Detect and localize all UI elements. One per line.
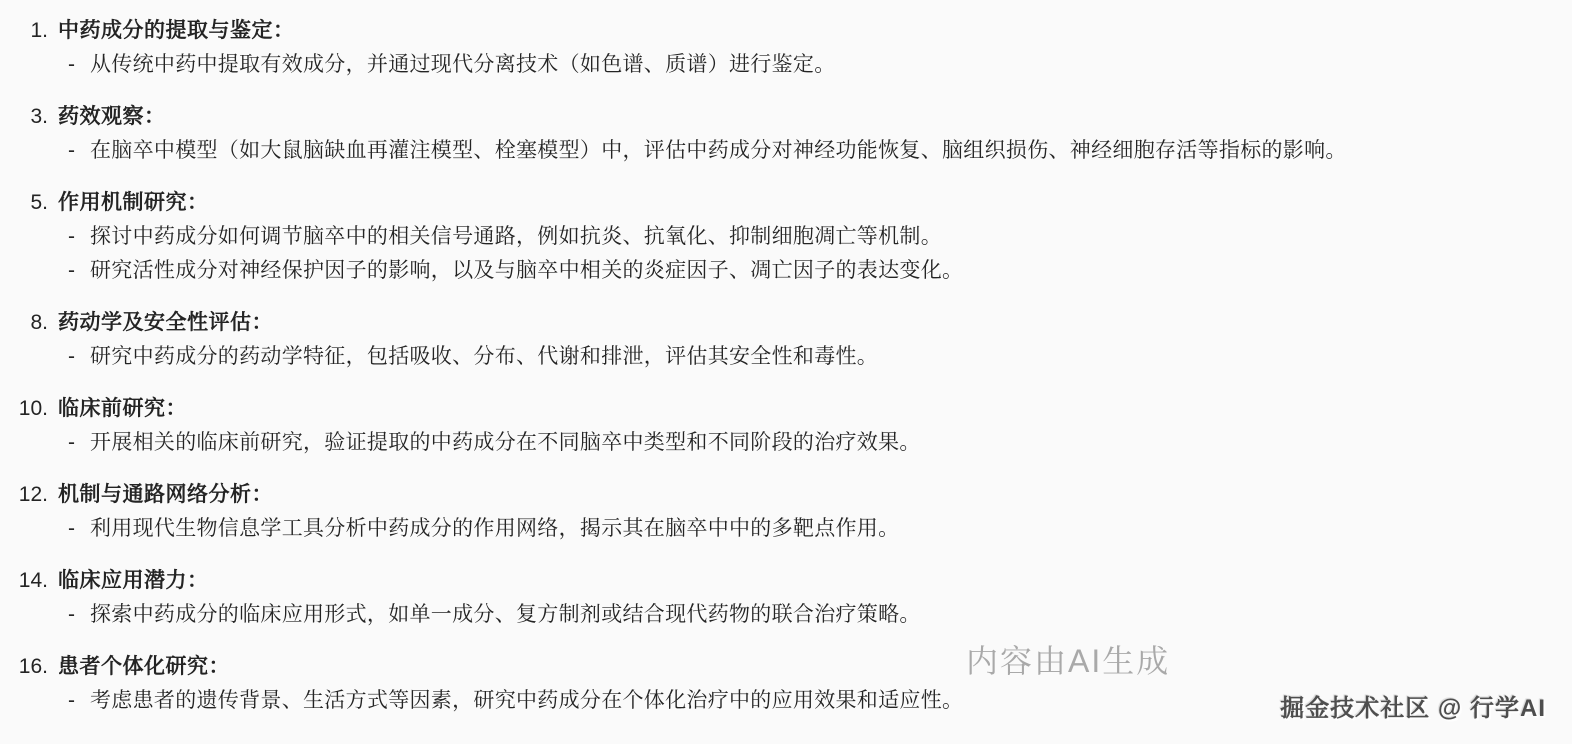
bullet-text: 利用现代生物信息学工具分析中药成分的作用网络，揭示其在脑卒中中的多靶点作用。 — [90, 517, 900, 540]
item-heading — [0, 392, 1572, 426]
bullet-line — [0, 512, 1572, 546]
item-number: 8. — [30, 311, 48, 334]
list-item — [0, 186, 1572, 288]
bullet-line — [0, 254, 1572, 288]
item-heading — [0, 564, 1572, 598]
item-number: 5. — [30, 191, 48, 214]
bullet-line — [0, 598, 1572, 632]
bullet-line — [0, 340, 1572, 374]
item-title: 患者个体化研究： — [58, 655, 230, 678]
bullet-text: 研究活性成分对神经保护因子的影响，以及与脑卒中相关的炎症因子、凋亡因子的表达变化。 — [90, 259, 964, 282]
item-number: 16. — [18, 655, 48, 678]
list-item — [0, 392, 1572, 460]
bullet-text: 探讨中药成分如何调节脑卒中的相关信号通路，例如抗炎、抗氧化、抑制细胞凋亡等机制。 — [90, 225, 942, 248]
bullet-line — [0, 48, 1572, 82]
bullet-marker: - — [68, 517, 75, 540]
list-item — [0, 478, 1572, 546]
item-title: 中药成分的提取与鉴定： — [58, 19, 295, 42]
item-heading — [0, 306, 1572, 340]
bullet-marker: - — [68, 431, 75, 454]
item-number: 14. — [18, 569, 48, 592]
list-item — [0, 564, 1572, 632]
bullet-marker: - — [68, 139, 75, 162]
bullet-line — [0, 220, 1572, 254]
community-watermark: 掘金技术社区 @ 行学AI — [1280, 695, 1546, 722]
bullet-text: 研究中药成分的药动学特征，包括吸收、分布、代谢和排泄，评估其安全性和毒性。 — [90, 345, 879, 368]
list-item — [0, 14, 1572, 82]
list-item — [0, 306, 1572, 374]
item-number: 10. — [18, 397, 48, 420]
bullet-line — [0, 134, 1572, 168]
bullet-text: 在脑卒中模型（如大鼠脑缺血再灌注模型、栓塞模型）中，评估中药成分对神经功能恢复、脑组织损伤、神经细胞存活等指标的影响。 — [90, 139, 1347, 162]
bullet-marker: - — [68, 689, 75, 712]
bullet-text: 探索中药成分的临床应用形式，如单一成分、复方制剂或结合现代药物的联合治疗策略。 — [90, 603, 921, 626]
item-title: 临床前研究： — [58, 397, 187, 420]
item-title: 机制与通路网络分析： — [58, 483, 273, 506]
bullet-marker: - — [68, 345, 75, 368]
bullet-text: 从传统中药中提取有效成分，并通过现代分离技术（如色谱、质谱）进行鉴定。 — [90, 53, 836, 76]
item-number: 12. — [18, 483, 48, 506]
item-heading — [0, 478, 1572, 512]
bullet-marker: - — [68, 53, 75, 76]
item-title: 药动学及安全性评估： — [58, 311, 273, 334]
ai-generated-watermark: 内容由AI生成 — [966, 643, 1171, 679]
item-number: 3. — [30, 105, 48, 128]
item-title: 作用机制研究： — [58, 191, 209, 214]
item-heading — [0, 650, 1572, 684]
item-heading — [0, 186, 1572, 220]
bullet-marker: - — [68, 259, 75, 282]
item-title: 药效观察： — [58, 105, 166, 128]
bullet-marker: - — [68, 225, 75, 248]
item-heading — [0, 14, 1572, 48]
item-number: 1. — [30, 19, 48, 42]
item-heading — [0, 100, 1572, 134]
bullet-text: 开展相关的临床前研究，验证提取的中药成分在不同脑卒中类型和不同阶段的治疗效果。 — [90, 431, 921, 454]
item-title: 临床应用潜力： — [58, 569, 209, 592]
bullet-text: 考虑患者的遗传背景、生活方式等因素，研究中药成分在个体化治疗中的应用效果和适应性。 — [90, 689, 964, 712]
list-item — [0, 100, 1572, 168]
bullet-line — [0, 426, 1572, 460]
bullet-marker: - — [68, 603, 75, 626]
